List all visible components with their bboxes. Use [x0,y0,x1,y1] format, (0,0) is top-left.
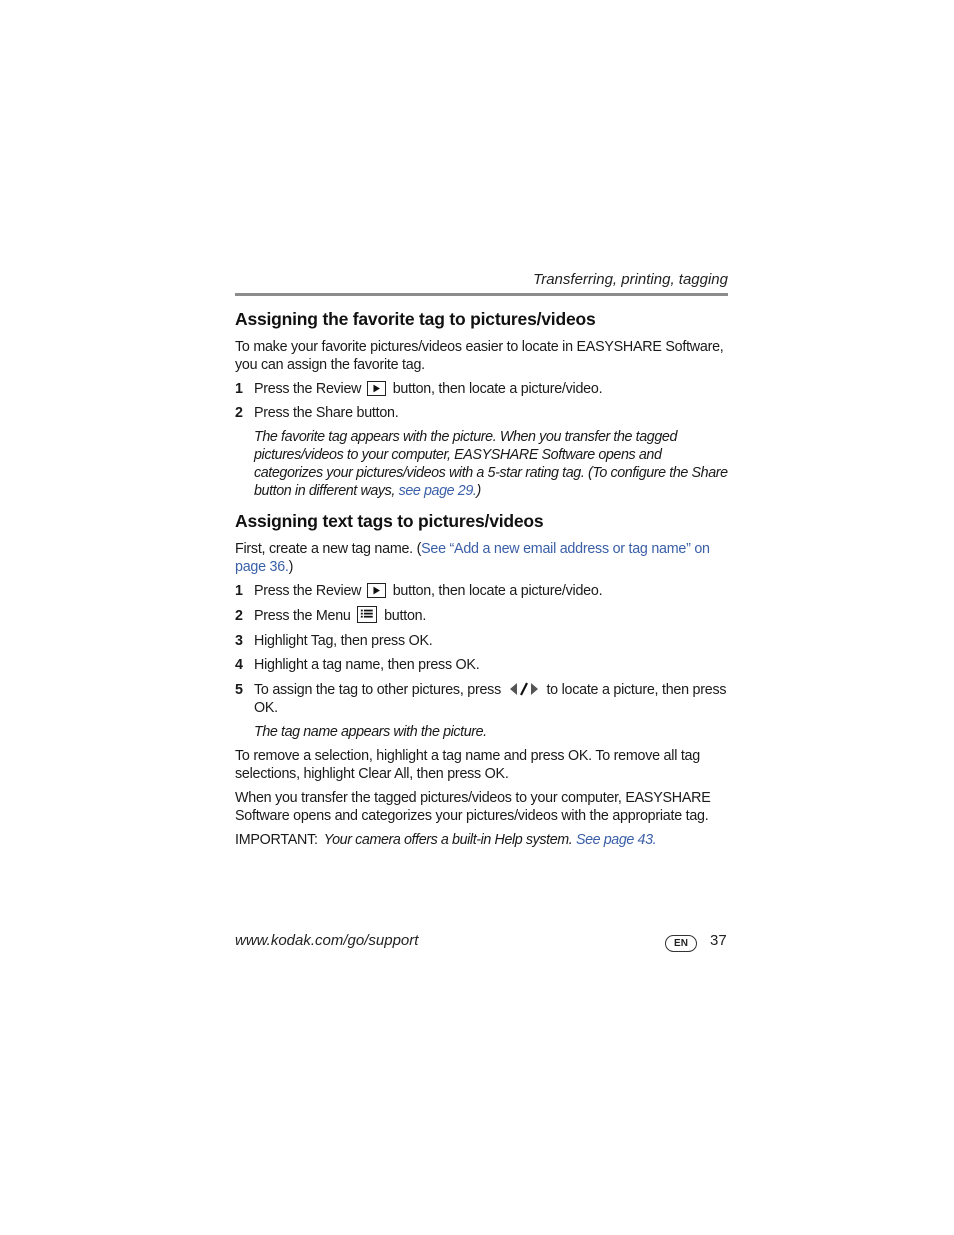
see-page-29-link[interactable]: see page 29. [398,483,477,499]
important-text: Your camera offers a built-in Help system. [323,832,576,848]
step-text-before: Press the Menu [254,608,351,624]
step-number: 1 [235,381,243,397]
left-right-arrows-icon [509,681,539,697]
step-number: 2 [235,608,243,624]
step-number: 2 [235,405,243,421]
favorite-step-2 [235,404,728,422]
section-title-text-tags: Assigning text tags to pictures/videos [235,511,544,531]
favorite-step-1 [235,380,728,398]
step-text-after: button, then locate a picture/video. [392,583,603,599]
favorite-note-end: ) [476,483,481,499]
menu-icon [357,606,377,623]
step-text: Press the Share button. [254,405,399,421]
remove-selection-text: To remove a selection, highlight a tag name and press OK. To remove all tag selections, highlight Clear All, then press OK. [235,748,700,782]
text-tag-step-1 [235,582,728,600]
step-number: 4 [235,657,243,673]
step-text-after: button, then locate a picture/video. [392,381,603,397]
intro-before: First, create a new tag name. ( [235,541,422,557]
step-text-after: to locate a picture, then press OK. [254,682,727,716]
favorite-note [254,428,728,500]
step-text: Highlight a tag name, then press OK. [254,657,480,673]
support-url: www.kodak.com/go/support [235,932,419,949]
see-page-43-link[interactable]: See page 43. [575,832,657,848]
page-number: 37 [710,932,727,949]
see-page-36-link[interactable]: See “Add a new email address or tag name” on page 36. [235,541,710,575]
step-number: 1 [235,583,243,599]
text-tag-step-2 [235,607,728,625]
footer-page-info [665,932,728,954]
page-content [235,310,728,855]
text-tag-step-5 [235,681,728,717]
intro-after: ) [288,559,294,575]
header-rule [235,293,728,296]
section-title-favorite-tag: Assigning the favorite tag to pictures/videos [235,309,596,329]
text-tag-step-4 [235,656,728,674]
important-label: IMPORTANT: [235,832,318,848]
running-head: Transferring, printing, tagging [533,271,728,288]
text-tags-intro [235,540,728,576]
step-number: 3 [235,633,243,649]
step-text-before: Press the Review [254,583,362,599]
tag-name-note: The tag name appears with the picture. [254,724,487,740]
review-play-icon [367,381,386,396]
review-play-icon [367,583,386,598]
transfer-text: When you transfer the tagged pictures/videos to your computer, EASYSHARE Software opens and categorizes your pictures/videos with the appropriate tag. [235,790,711,824]
language-badge: EN [665,935,697,952]
step-text-after: button. [384,608,427,624]
step-text-before: Press the Review [254,381,362,397]
favorite-note-text: The favorite tag appears with the picture. When you transfer the tagged pictures/videos to your computer, EASYSHARE Software opens and categorizes your pictures/videos with a 5-star rating tag. (To configure the Share button in different ways, [254,429,728,499]
step-text-before: To assign the tag to other pictures, press [254,682,501,698]
favorite-intro: To make your favorite pictures/videos easier to locate in EASYSHARE Software, you can assign the favorite tag. [235,339,724,373]
step-number: 5 [235,682,243,698]
text-tag-step-3 [235,632,728,650]
important-note [235,831,728,849]
step-text: Highlight Tag, then press OK. [254,633,433,649]
